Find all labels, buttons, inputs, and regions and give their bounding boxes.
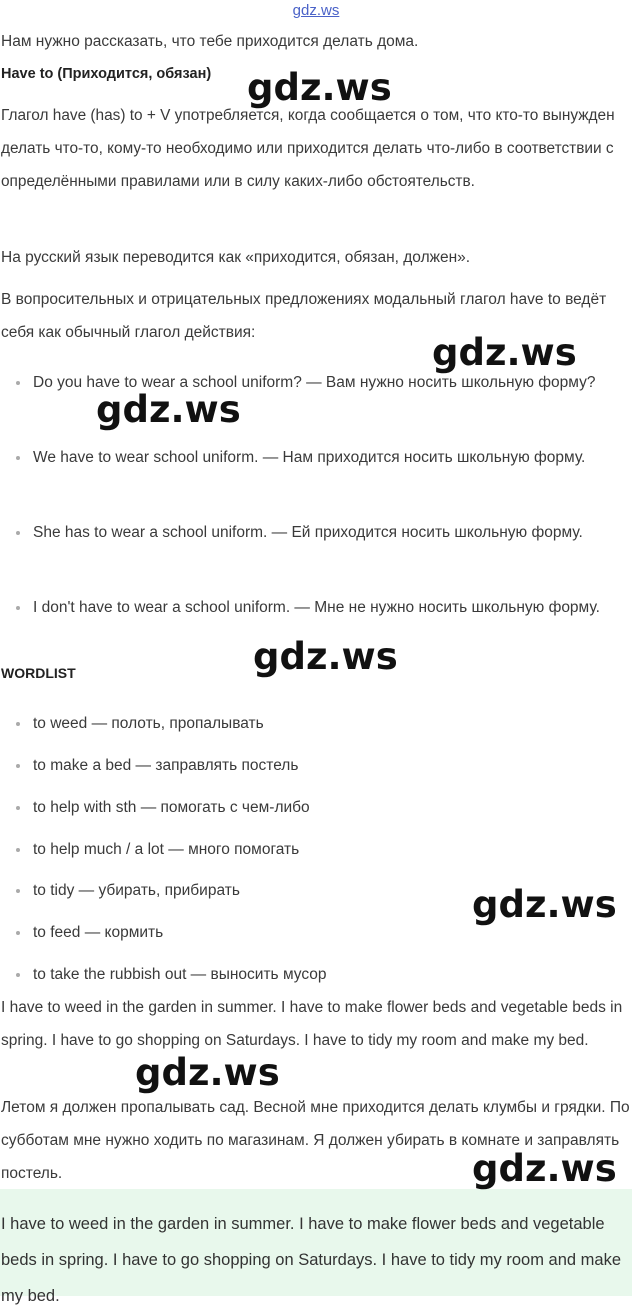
answer-russian: Летом я должен пропалывать сад. Весной мне приходится делать клумбы и грядки. По субботам мне нужно ходить по магазинам. Я должен убирать в комнате и заправлять постель. (1, 1099, 630, 1182)
intro-text: Нам нужно рассказать, что тебе приходится делать дома. (1, 33, 419, 50)
watermark-logo: gdz.ws (135, 1051, 280, 1094)
watermark-logo: gdz.ws (432, 331, 577, 374)
list-item: to feed — кормить (33, 920, 163, 946)
site-link[interactable]: gdz.ws (292, 2, 340, 19)
list-item: to tidy — убирать, прибирать (33, 878, 240, 904)
list-item: to take the rubbish out — выносить мусор (33, 962, 327, 988)
wordlist-heading: WORDLIST (1, 665, 76, 681)
watermark-logo: gdz.ws (472, 1147, 617, 1190)
paragraph-rule: Глагол have (has) to + V употребляется, когда сообщается о том, что кто-то вынужден делать что-то, кому-то необходимо или приходится делать что-либо в соответствии с определёнными правилами или в силу каких-либо обстоятельств. (1, 107, 615, 190)
answer-english: I have to weed in the garden in summer. I have to make flower beds and vegetable beds in spring. I have to go shopping on Saturdays. I have to tidy my room and make my bed. (1, 999, 623, 1049)
list-item: Do you have to wear a school uniform? — Вам нужно носить школьную форму? (33, 366, 626, 400)
watermark-logo: gdz.ws (472, 883, 617, 926)
list-item: I don't have to wear a school uniform. — Мне не нужно носить школьную форму. (33, 591, 626, 625)
list-item: We have to wear school uniform. — Нам приходится носить школьную форму. (33, 441, 626, 475)
watermark-logo: gdz.ws (247, 66, 392, 109)
paragraph-questions: В вопросительных и отрицательных предложениях модальный глагол have to ведёт себя как обычный глагол действия: (1, 291, 607, 341)
list-item: to weed — полоть, пропалывать (33, 711, 264, 737)
watermark-logo: gdz.ws (253, 635, 398, 678)
watermark-logo: gdz.ws (96, 388, 241, 431)
highlighted-answer-text: I have to weed in the garden in summer. I have to make flower beds and vegetable beds in spring. I have to go shopping on Saturdays. I have to tidy my room and make my bed. (1, 1214, 622, 1305)
paragraph-translation: На русский язык переводится как «приходится, обязан, должен». (1, 249, 471, 266)
list-item: She has to wear a school uniform. — Ей приходится носить школьную форму. (33, 516, 626, 550)
list-item: to help much / a lot — много помогать (33, 837, 299, 863)
section-heading: Have to (Приходится, обязан) (1, 66, 212, 82)
list-item: to help with sth — помогать с чем-либо (33, 795, 310, 821)
list-item: to make a bed — заправлять постель (33, 753, 298, 779)
